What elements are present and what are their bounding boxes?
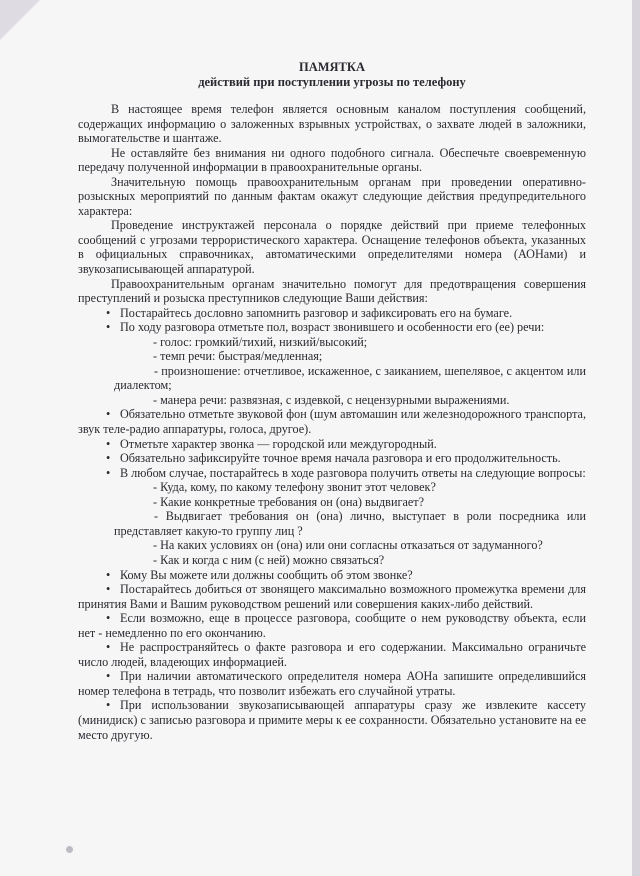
sub-list-item: - голос: громкий/тихий, низкий/высокий; bbox=[153, 334, 368, 349]
list-item bbox=[78, 669, 586, 698]
list-item-text: Постарайтесь дословно запомнить разговор и зафиксировать его на бумаге. bbox=[120, 305, 513, 320]
list-item-text: Отметьте характер звонка — городской или междугородный. bbox=[120, 436, 437, 451]
list-item bbox=[78, 320, 586, 335]
list-item bbox=[78, 611, 586, 640]
list-item bbox=[78, 582, 586, 611]
sub-list-item: - темп речи: быстрая/медленная; bbox=[153, 349, 323, 364]
question-item: - Какие конкретные требования он (она) выдвигает? bbox=[153, 494, 425, 509]
list-item-text: Обязательно зафиксируйте точное время начала разговора и его продолжительность. bbox=[120, 451, 561, 466]
list-item-text: В любом случае, постарайтесь в ходе разговора получить ответы на следующие вопросы: bbox=[120, 465, 586, 480]
list-item-text: По ходу разговора отметьте пол, возраст звонившего и особенности его (ее) речи: bbox=[120, 320, 545, 335]
bullet-icon: • bbox=[106, 465, 111, 480]
list-item-text: Обязательно отметьте звуковой фон (шум автомашин или железнодорожного транспорта, звук теле-радио аппаратуры, голоса, другое). bbox=[78, 407, 586, 437]
bullet-icon: • bbox=[106, 305, 111, 320]
list-item bbox=[78, 407, 586, 436]
list-item bbox=[78, 437, 586, 452]
question-item: - Как и когда с ним (с ней) можно связаться? bbox=[153, 552, 385, 567]
bullet-icon: • bbox=[106, 451, 111, 466]
list-item-text: При использовании звукозаписывающей аппаратуры сразу же извлеките кассету (минидиск) с записью разговора и примите меры к ее сохранности. Обязательно установите на ее место другую. bbox=[78, 698, 586, 742]
list-item-text: Не распространяйтесь о факте разговора и его содержании. Максимально ограничьте число людей, владеющих информацией. bbox=[78, 640, 586, 669]
document-subtitle: действий при поступлении угрозы по телефону bbox=[198, 75, 466, 89]
bullet-icon: • bbox=[106, 567, 111, 582]
paragraph: Правоохранительным органам значительно помогут для предотвращения совершения преступлений и розыска преступников следующие Ваши действия: bbox=[78, 276, 586, 306]
paragraph: Не оставляйте без внимания ни одного подобного сигнала. Обеспечьте своевременную передачу полученной информации в правоохранительные органы. bbox=[78, 145, 586, 175]
bullet-icon: • bbox=[106, 640, 111, 655]
sub-list-item: - манера речи: развязная, с издевкой, с нецензурными выражениями. bbox=[153, 392, 510, 407]
list-item bbox=[78, 640, 586, 669]
bullet-icon: • bbox=[106, 669, 111, 684]
question-item: - На каких условиях он (она) или они согласны отказаться от задуманного? bbox=[153, 538, 543, 553]
bullet-icon: • bbox=[106, 698, 111, 713]
list-item bbox=[78, 451, 586, 466]
list-item bbox=[78, 306, 586, 321]
paragraph: Значительную помощь правоохранительным органам при проведении оперативно-розыскных мероприятий по данным фактам окажут следующие действия предупредительного характера: bbox=[78, 174, 586, 218]
list-item-text: Постарайтесь добиться от звонящего максимально возможного промежутка времени для принятия Вами и Вашим руководством решений или совершения каких-либо действий. bbox=[78, 582, 586, 611]
bullet-icon: • bbox=[106, 407, 111, 422]
question-item: - Куда, кому, по какому телефону звонит этот человек? bbox=[153, 480, 436, 495]
bullet-icon: • bbox=[106, 611, 111, 626]
bullet-icon: • bbox=[106, 320, 111, 335]
document-title: ПАМЯТКА bbox=[298, 60, 365, 74]
list-item-text: При наличии автоматического определителя номера АОНа запишите определившийся номер телефона в тетрадь, что позволит избежать его случайной утраты. bbox=[78, 669, 586, 698]
bullet-icon: • bbox=[106, 582, 111, 597]
paragraph: Проведение инструктажей персонала о порядке действий при приеме телефонных сообщений с угрозами террористического характера. Оснащение телефонов объекта, указанных в официальных справочниках, автоматическими определителями номера (АОНами) и звукозаписывающей аппаратурой. bbox=[78, 218, 586, 277]
list-item-text: Если возможно, еще в процессе разговора, сообщите о нем руководству объекта, если нет - немедленно по его окончанию. bbox=[78, 611, 586, 640]
bullet-icon: • bbox=[106, 436, 111, 451]
list-item-text: Кому Вы можете или должны сообщить об этом звонке? bbox=[120, 567, 413, 582]
list-item bbox=[78, 698, 586, 742]
sub-list-item: - произношение: отчетливое, искаженное, с заиканием, шепелявое, с акцентом или диалектом; bbox=[114, 363, 586, 393]
list-item bbox=[78, 568, 586, 583]
page-corner-fold bbox=[0, 0, 40, 40]
question-item: - Выдвигает требования он (она) лично, выступает в роли посредника или представляет какую-то группу лиц ? bbox=[114, 509, 586, 538]
page-edge bbox=[632, 0, 640, 876]
paragraph: В настоящее время телефон является основным каналом поступления сообщений, содержащих информацию о заложенных взрывных устройствах, о захвате людей в заложники, вымогательстве и шантаже. bbox=[78, 102, 586, 146]
list-item bbox=[78, 466, 586, 481]
document-body bbox=[78, 60, 586, 742]
scan-hole-mark bbox=[66, 846, 73, 853]
